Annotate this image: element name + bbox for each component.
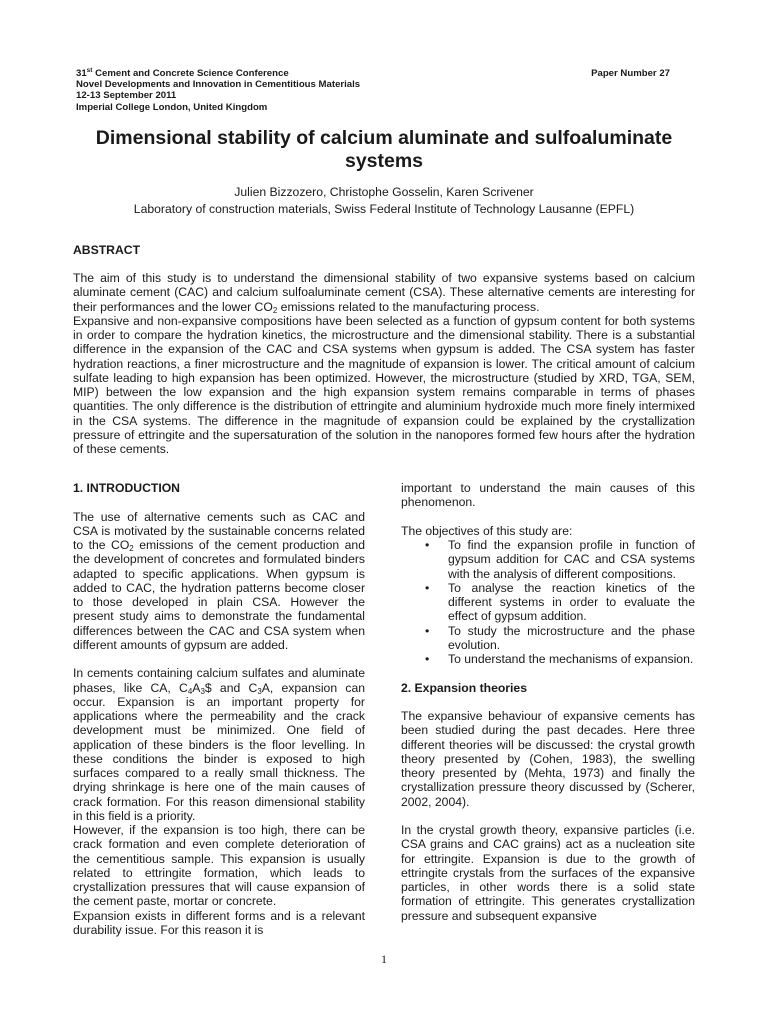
author-block — [60, 184, 708, 218]
bullet-icon: • — [425, 652, 430, 666]
conference-dates: 12-13 September 2011 — [76, 90, 177, 102]
bullet-icon: • — [425, 538, 430, 552]
objectives-intro: The objectives of this study are: — [401, 523, 573, 538]
body-paragraph: In cements containing calcium sulfates and aluminate phases, like CA, $C_4A_3\$$ and $C_3A$, expansion can occur. Expansion is an important property for applications where the permeability and the crack development must be minimized. One field of application of these binders is the floor levelling. In these conditions the binder is exposed to high surfaces compared to a really small thickness. The drying shrinkage is here one of the main causes of crack formation. For this reason dimensional stability in this field is a priority. — [73, 666, 365, 823]
conference-venue: Imperial College London, United Kingdom — [76, 101, 268, 113]
list-item: • To find the expansion profile in function of gypsum addition for CAC and CSA systems with the analysis of different compositions. — [425, 538, 695, 581]
objectives-list — [401, 538, 695, 666]
abstract-paragraph: The aim of this study is to understand the dimensional stability of two expansive systems based on calcium aluminate cement (CAC) and calcium sulfoaluminate cement (CSA). These alternative cements are interesting for their performances and the lower $CO_2$ emissions related to the manufacturing process. — [73, 271, 695, 315]
body-paragraph: The expansive behaviour of expansive cements has been studied during the past decades. Here three different theories will be discussed: the crystal growth theory presented by (Cohen, 1983), the swelling theory presented by (Mehta, 1973) and finally the crystallization pressure theory discussed by (Scherer, 2002, 2004). — [401, 709, 695, 809]
list-item: • To analyse the reaction kinetics of the different systems in order to evaluate the effect of gypsum addition. — [425, 580, 695, 624]
body-paragraph: However, if the expansion is too high, there can be crack formation and even complete deterioration of the cementitious sample. This expansion is usually related to ettringite formation, which leads to crystallization pressures that will cause expansion of the cement paste, mortar or concrete. — [73, 823, 365, 909]
conference-line-2: Novel Developments and Innovation in Cementitious Materials — [76, 79, 361, 91]
author-list: Julien Bizzozero, Christophe Gosselin, Karen Scrivener — [234, 185, 534, 199]
left-column — [73, 481, 365, 937]
bullet-icon: • — [425, 623, 430, 638]
bullet-icon: • — [425, 580, 430, 595]
conference-header — [76, 68, 676, 113]
conference-line-1: 31st Cement and Concrete Science Conference — [76, 67, 289, 79]
abstract-body — [73, 271, 695, 456]
section-heading-introduction: 1. INTRODUCTION — [73, 481, 180, 495]
affiliation: Laboratory of construction materials, Swiss Federal Institute of Technology Lausanne (EPFL) — [133, 202, 635, 216]
body-paragraph: The use of alternative cements such as CAC and CSA is motivated by the sustainable concerns related to the $CO_2$ emissions of the cement production and the development of concretes and formulated binders adapted to specific applications. When gypsum is added to CAC, the hydration patterns become closer to those developed in plain CSA. However the present study aims to demonstrate the fundamental differences between the CAC and CSA system when different amounts of gypsum are added. — [73, 509, 365, 652]
abstract-paragraph: Expansive and non-expansive compositions have been selected as a function of gypsum content for both systems in order to compare the hydration kinetics, the microstructure and the dimensional stability. There is a substantial difference in the expansion of the CAC and CSA systems when gypsum is added. The CSA system has faster hydration reactions, a finer microstructure and the magnitude of expansion is lower. The critical amount of calcium sulfate leading to high expansion has been optimized. However, the microstructure (studied by XRD, TGA, SEM, MIP) between the low expansion and the high expansion system remains comparable in terms of phases quantities. The only difference is the distribution of ettringite and aluminium hydroxide much more finely intermixed in the CSA systems. The difference in the magnitude of expansion could be explained by the crystallization pressure of ettringite and the supersaturation of the solution in the nanopores formed few hours after the hydration of these cements. — [73, 313, 695, 456]
list-item: • To understand the mechanisms of expansion. — [425, 652, 694, 666]
page-number: 1 — [381, 952, 387, 966]
list-item: • To study the microstructure and the phase evolution. — [425, 623, 695, 652]
body-paragraph: In the crystal growth theory, expansive particles (i.e. CSA grains and CAC grains) act as a nucleation site for ettringite. Expansion is due to the growth of ettringite crystals from the surfaces of the expansive particles, in other words there is a solid state formation of ettringite. This generates crystallization pressure and subsequent expansive — [401, 823, 695, 923]
body-paragraph: Expansion exists in different forms and is a relevant durability issue. For this reason it is — [73, 908, 365, 937]
right-column — [401, 481, 695, 923]
paper-number: Paper Number 27 — [591, 68, 670, 79]
section-heading-expansion-theories: 2. Expansion theories — [401, 680, 527, 695]
abstract-heading: ABSTRACT — [73, 243, 141, 257]
paper-title: Dimensional stability of calcium aluminate and sulfoaluminate systems — [95, 127, 673, 172]
body-paragraph: important to understand the main causes of this phenomenon. — [401, 481, 695, 510]
